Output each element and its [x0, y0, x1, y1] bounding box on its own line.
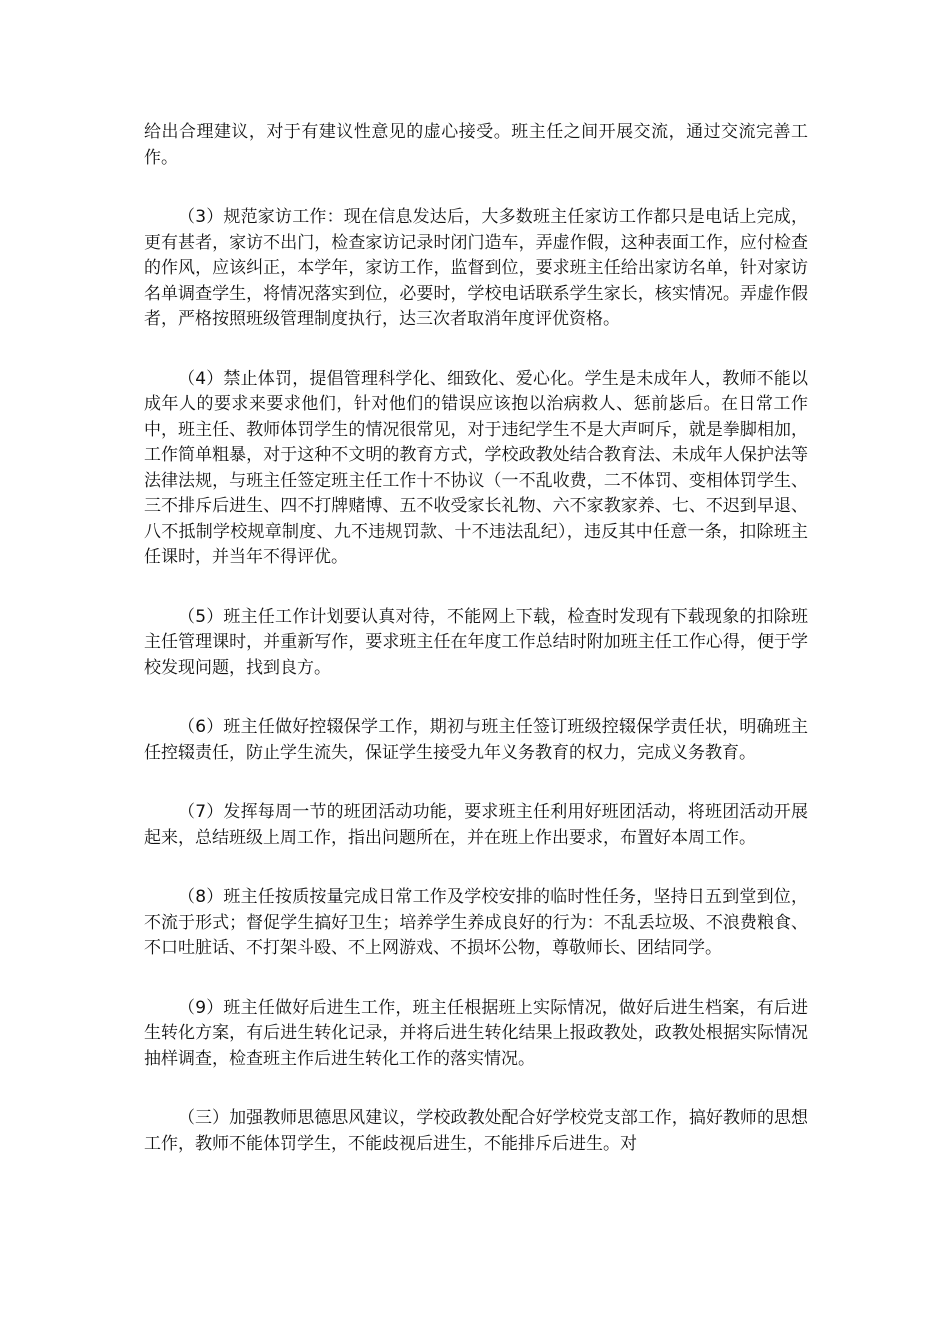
paragraph-section-3: （三）加强教师思德思风建议，学校政教处配合好学校党支部工作，搞好教师的思想工作，教师不能体罚学生，不能歧视后进生，不能排斥后进生。对	[144, 1108, 808, 1154]
paragraph-continuation: 给出合理建议，对于有建议性意见的虚心接受。班主任之间开展交流，通过交流完善工作。	[144, 122, 808, 168]
paragraph-item-9: （9）班主任做好后进生工作，班主任根据班上实际情况，做好后进生档案，有后进生转化方案，有后进生转化记录，并将后进生转化结果上报政教处，政教处根据实际情况抽样调查，检查班主作后进生转化工作的落实情况。	[144, 997, 808, 1069]
paragraph-item-6: （6）班主任做好控辍保学工作，期初与班主任签订班级控辍保学责任状，明确班主任控辍责任，防止学生流失，保证学生接受九年义务教育的权力，完成义务教育。	[144, 717, 808, 763]
paragraph-item-7: （7）发挥每周一节的班团活动功能，要求班主任利用好班团活动，将班团活动开展起来，总结班级上周工作，指出问题所在，并在班上作出要求，布置好本周工作。	[144, 802, 808, 848]
document-page	[144, 120, 808, 1157]
paragraph-item-8: （8）班主任按质按量完成日常工作及学校安排的临时性任务，坚持日五到堂到位，不流于形式；督促学生搞好卫生；培养学生养成良好的行为：不乱丢垃圾、不浪费粮食、不口吐脏话、不打架斗殴、不上网游戏、不损坏公物，尊敬师长、团结同学。	[144, 887, 808, 958]
paragraph-item-5: （5）班主任工作计划要认真对待，不能网上下载，检查时发现有下载现象的扣除班主任管理课时，并重新写作，要求班主任在年度工作总结时附加班主任工作心得，便于学校发现问题，找到良方。	[144, 606, 808, 678]
paragraph-item-4: （4）禁止体罚，提倡管理科学化、细致化、爱心化。学生是未成年人，教师不能以成年人的要求来要求他们，针对他们的错误应该抱以治病救人、惩前毖后。在日常工作中，班主任、教师体罚学生的情况很常见，对于违纪学生不是大声呵斥，就是拳脚相加，工作简单粗暴，对于这种不文明的教育方式，学校政教处结合教育法、未成年人保护法等法律法规，与班主任签定班主任工作十不协议（一不乱收费，二不体罚、变相体罚学生、三不排斥后进生、四不打牌赌博、五不收受家长礼物、六不家教家养、七、不迟到早退、八不抵制学校规章制度、九不违规罚款、十不违法乱纪），违反其中任意一条，扣除班主任课时，并当年不得评优。	[144, 368, 808, 567]
paragraph-item-3: （3）规范家访工作：现在信息发达后，大多数班主任家访工作都只是电话上完成，更有甚者，家访不出门，检查家访记录时闭门造车，弄虚作假，这种表面工作，应付检查的作风，应该纠正，本学年，家访工作，监督到位，要求班主任给出家访名单，针对家访名单调查学生，将情况落实到位，必要时，学校电话联系学生家长，核实情况。弄虚作假者，严格按照班级管理制度执行，达三次者取消年度评优资格。	[144, 207, 808, 329]
